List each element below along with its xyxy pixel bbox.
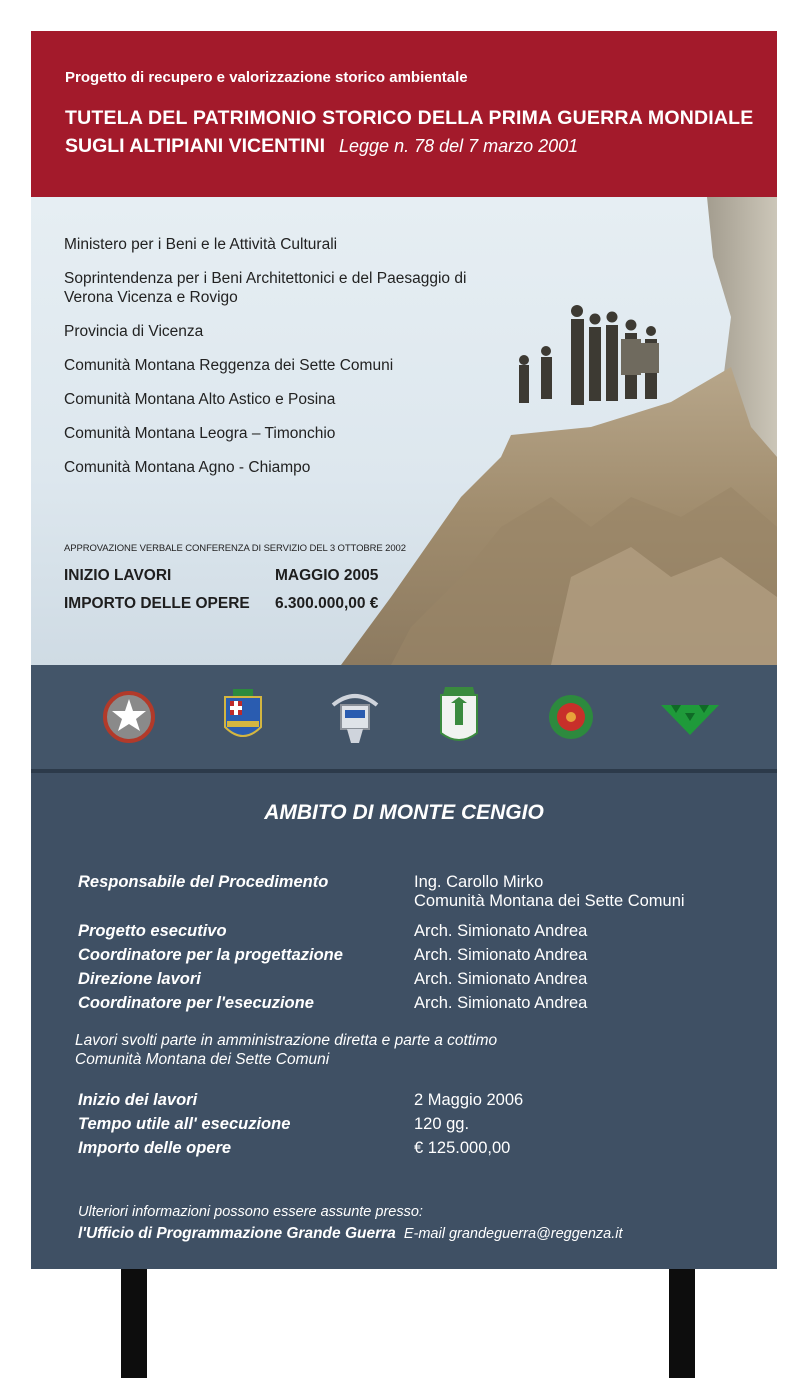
role-value: Arch. Simionato Andrea xyxy=(414,994,588,1012)
italian-republic-emblem-icon xyxy=(99,683,159,749)
shield-with-tower-crest-icon xyxy=(429,683,489,749)
role-row xyxy=(78,946,588,965)
institution-item: Ministero per i Beni e le Attività Culturali xyxy=(64,236,338,253)
role-label: Responsabile del Procedimento xyxy=(78,873,329,891)
role-label: Direzione lavori xyxy=(78,970,201,988)
works-amount-row xyxy=(64,595,379,613)
institutions-panel xyxy=(31,197,777,665)
contact-info-line xyxy=(78,1223,622,1245)
schedule-value: 120 gg. xyxy=(414,1115,470,1133)
role-value: Arch. Simionato Andrea xyxy=(414,922,588,940)
execution-note-line1: Lavori svolti parte in amministrazione diretta e parte a cottimo xyxy=(75,1032,498,1049)
execution-note xyxy=(75,1031,497,1069)
institution-item: Comunità Montana Leogra – Timonchio xyxy=(64,425,336,442)
logo-strip xyxy=(31,665,777,769)
role-row xyxy=(78,970,588,989)
project-details-panel xyxy=(31,773,777,1269)
schedule-row xyxy=(78,1091,524,1110)
role-label: Progetto esecutivo xyxy=(78,922,227,940)
role-value xyxy=(414,873,685,911)
schedule-label: Inizio dei lavori xyxy=(78,1091,198,1109)
role-row xyxy=(78,873,685,910)
role-value-org: Comunità Montana dei Sette Comuni xyxy=(414,892,685,910)
role-value: Arch. Simionato Andrea xyxy=(414,970,588,988)
role-label: Coordinatore per la progettazione xyxy=(78,946,343,964)
law-reference: Legge n. 78 del 7 marzo 2001 xyxy=(339,136,579,156)
schedule-row xyxy=(78,1139,511,1158)
role-row xyxy=(78,922,588,941)
mountain-community-crest-icon xyxy=(325,683,385,749)
project-title-region: SUGLI ALTIPIANI VICENTINI xyxy=(65,135,326,157)
role-value-name: Ing. Carollo Mirko xyxy=(414,873,544,891)
role-label: Coordinatore per l'esecuzione xyxy=(78,994,314,1012)
works-start-label: INIZIO LAVORI xyxy=(64,567,172,584)
works-amount-label: IMPORTO DELLE OPERE xyxy=(64,595,250,612)
project-title-line1: TUTELA DEL PATRIMONIO STORICO DELLA PRIMA GUERRA MONDIALE xyxy=(65,107,754,129)
schedule-label: Importo delle opere xyxy=(78,1139,232,1157)
province-coat-of-arms-icon xyxy=(213,683,273,749)
role-value: Arch. Simionato Andrea xyxy=(414,946,588,964)
contact-info xyxy=(78,1201,622,1245)
contact-office: l'Ufficio di Programmazione Grande Guerra xyxy=(78,1225,396,1242)
contact-email: E-mail grandeguerra@reggenza.it xyxy=(403,1226,623,1242)
execution-note-line2: Comunità Montana dei Sette Comuni xyxy=(75,1051,330,1068)
institution-item: Soprintendenza per i Beni Architettonici e del Paesaggio di Verona Vicenza e Rovigo xyxy=(64,270,467,306)
schedule-row xyxy=(78,1115,470,1134)
red-rose-emblem-icon xyxy=(541,683,601,749)
works-start-row xyxy=(64,567,379,585)
sign-header xyxy=(31,31,777,197)
green-triangles-emblem-icon xyxy=(657,683,723,749)
schedule-value: 2 Maggio 2006 xyxy=(414,1091,524,1109)
schedule-label: Tempo utile all' esecuzione xyxy=(78,1115,291,1133)
role-row xyxy=(78,994,588,1013)
institution-item: Comunità Montana Alto Astico e Posina xyxy=(64,391,336,408)
sign-post-right xyxy=(669,1269,695,1378)
approval-note: APPROVAZIONE VERBALE CONFERENZA DI SERVIZIO DEL 3 OTTOBRE 2002 xyxy=(64,543,406,554)
schedule-value: € 125.000,00 xyxy=(414,1139,511,1157)
project-title-line2 xyxy=(65,135,578,158)
works-amount-value: 6.300.000,00 € xyxy=(275,595,379,612)
institution-item: Provincia di Vicenza xyxy=(64,323,204,340)
institution-item: Comunità Montana Agno - Chiampo xyxy=(64,459,311,476)
ambito-title: AMBITO DI MONTE CENGIO xyxy=(264,801,544,824)
project-subtitle: Progetto di recupero e valorizzazione storico ambientale xyxy=(65,69,468,86)
institutions-list xyxy=(64,235,514,492)
construction-sign xyxy=(31,31,777,1269)
institution-item: Comunità Montana Reggenza dei Sette Comuni xyxy=(64,357,394,374)
contact-info-intro: Ulteriori informazioni possono essere assunte presso: xyxy=(78,1204,423,1220)
works-start-value: MAGGIO 2005 xyxy=(275,567,379,584)
sign-post-left xyxy=(121,1269,147,1378)
